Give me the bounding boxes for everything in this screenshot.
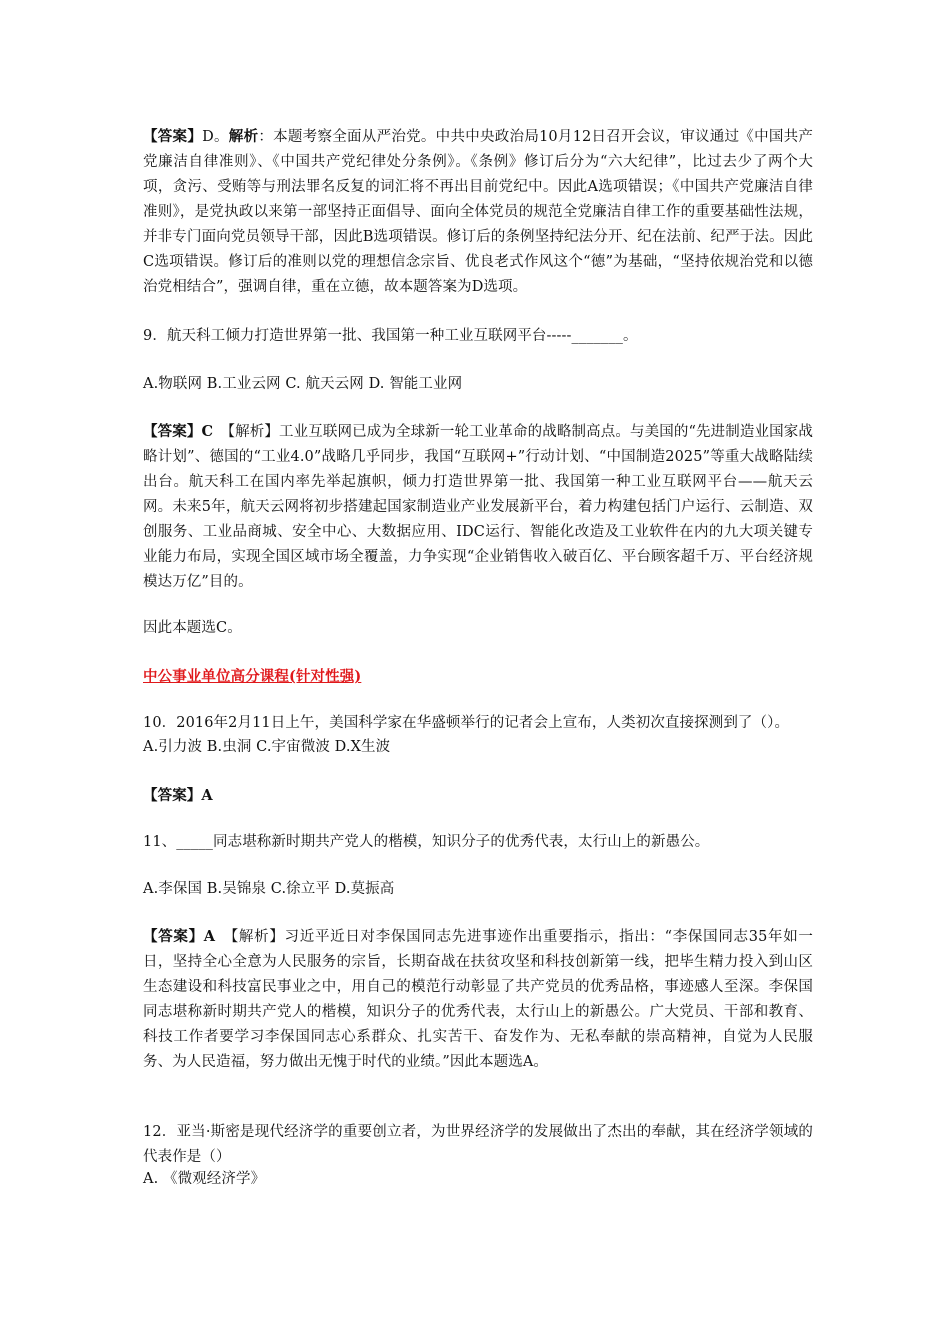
question-9: 9．航天科工倾力打造世界第一批、我国第一种工业互联网平台-----_______。: [143, 328, 638, 344]
question-11: 11、_____同志堪称新时期共产党人的楷模，知识分子的优秀代表，太行山上的新愚公。: [143, 834, 710, 850]
question-12: 12．亚当·斯密是现代经济学的重要创立者，为世界经济学的发展做出了杰出的奉献，其在经济学领域的代表作是（）: [143, 1124, 813, 1165]
question-10-options: A.引力波 B.虫洞 C.宇宙微波 D.X生波: [143, 739, 391, 755]
answer-value: D。: [202, 129, 229, 145]
promo-link-wrap: [143, 664, 813, 690]
answer-label: 【答案】: [143, 128, 203, 145]
answer-9-conclusion: 因此本题选C。: [143, 620, 242, 636]
promo-link[interactable]: 中公事业单位高分课程(针对性强): [143, 668, 362, 685]
analysis-label: 解析: [228, 128, 259, 145]
answer-block-9: [143, 419, 813, 595]
analysis-text: ：本题考察全面从严治党。中共中央政治局10月12日召开会议，审议通过《中国共产党廉洁自律准则》、《中国共产党纪律处分条例》。《条例》修订后分为“六大纪律”，比过去少了两个大项，贪污、受贿等与刑法罪名反复的词汇将不再出目前党纪中。因此A选项错误；《中国共产党廉洁自律准则》，是党执政以来第一部坚持正面倡导、面向全体党员的规范全党廉洁自律工作的重要基础性法规，并非专门面向党员领导干部，因此B选项错误。修订后的条例坚持纪法分开、纪在法前、纪严于法。因此C选项错误。修订后的准则以党的理想信念宗旨、优良老式作风这个“德”为基础，“坚持依规治党和以德治党相结合”，强调自律，重在立德，故本题答案为D选项。: [143, 129, 813, 295]
question-9-options: A.物联网 B.工业云网 C. 航天云网 D. 智能工业网: [143, 376, 463, 392]
answer-10: [143, 783, 813, 809]
answer-label: 【答案】A: [143, 928, 216, 945]
analysis-text: 【解析】习近平近日对李保国同志先进事迹作出重要指示，指出：“李保国同志35年如一日，坚持全心全意为人民服务的宗旨，长期奋战在扶贫攻坚和科技创新第一线，把毕生精力投入到山区生态建设和科技富民事业之中，用自己的模范行动彰显了共产党员的优秀品格，事迹感人至深。李保国同志堪称新时期共产党人的楷模，知识分子的优秀代表，太行山上的新愚公。广大党员、干部和教育、科技工作者要学习李保国同志心系群众、扎实苦干、奋发作为、无私奉献的崇高精神，自觉为人民服务、为人民造福，努力做出无愧于时代的业绩。”因此本题选A。: [143, 929, 814, 1070]
answer-label: 【答案】C: [143, 423, 214, 440]
answer-block-11: [143, 924, 813, 1075]
question-10: 10．2016年2月11日上午，美国科学家在华盛顿举行的记者会上宣布，人类初次直接探测到了（）。: [143, 715, 790, 731]
answer-block-8: [143, 124, 813, 300]
answer-label: 【答案】A: [143, 787, 213, 804]
question-12-option-a: A. 《微观经济学》: [143, 1171, 266, 1187]
analysis-text: 【解析】工业互联网已成为全球新一轮工业革命的战略制高点。与美国的“先进制造业国家战略计划”、德国的“工业4.0”战略几乎同步，我国“互联网+”行动计划、“中国制造2025”等重大战略陆续出台。航天科工在国内率先举起旗帜，倾力打造世界第一批、我国第一种工业互联网平台——航天云网。未来5年，航天云网将初步搭建起国家制造业产业发展新平台，着力构建包括门户运行、云制造、双创服务、工业品商城、安全中心、大数据应用、IDC运行、智能化改造及工业软件在内的九大项关键专业能力布局，实现全国区域市场全覆盖，力争实现“企业销售收入破百亿、平台顾客超千万、平台经济规模达万亿”目的。: [143, 424, 813, 590]
question-11-options: A.李保国 B.吴锦泉 C.徐立平 D.莫振高: [143, 881, 395, 897]
